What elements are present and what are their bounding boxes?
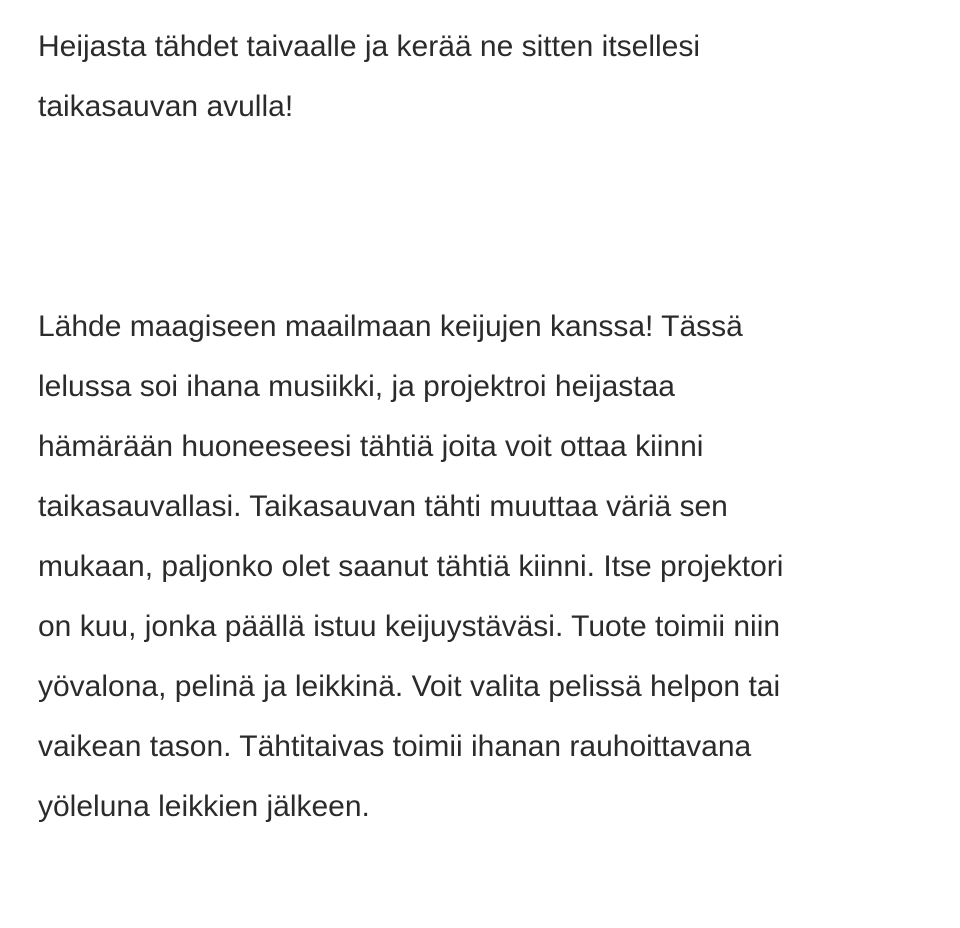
text-line: vaikean tason. Tähtitaivas toimii ihanan rauhoittavana: [38, 730, 752, 763]
text-line: taikasauvan avulla!: [38, 90, 294, 123]
text-line: hämärään huoneeseesi tähtiä joita voit ottaa kiinni: [38, 430, 704, 463]
text-line: on kuu, jonka päällä istuu keijuystäväsi. Tuote toimii niin: [38, 610, 781, 643]
text-line: Heijasta tähdet taivaalle ja kerää ne sitten itsellesi: [38, 30, 701, 63]
intro-paragraph: [38, 17, 938, 137]
text-line: yöleluna leikkien jälkeen.: [38, 790, 370, 823]
description-paragraph: [38, 297, 938, 837]
text-line: lelussa soi ihana musiikki, ja projektroi heijastaa: [38, 370, 675, 403]
product-text: [38, 17, 938, 837]
text-line: mukaan, paljonko olet saanut tähtiä kiinni. Itse projektori: [38, 550, 784, 583]
text-line: yövalona, pelinä ja leikkinä. Voit valita pelissä helpon tai: [38, 670, 781, 703]
text-line: taikasauvallasi. Taikasauvan tähti muuttaa väriä sen: [38, 490, 728, 523]
text-line: Lähde maagiseen maailmaan keijujen kanssa! Tässä: [38, 310, 743, 343]
